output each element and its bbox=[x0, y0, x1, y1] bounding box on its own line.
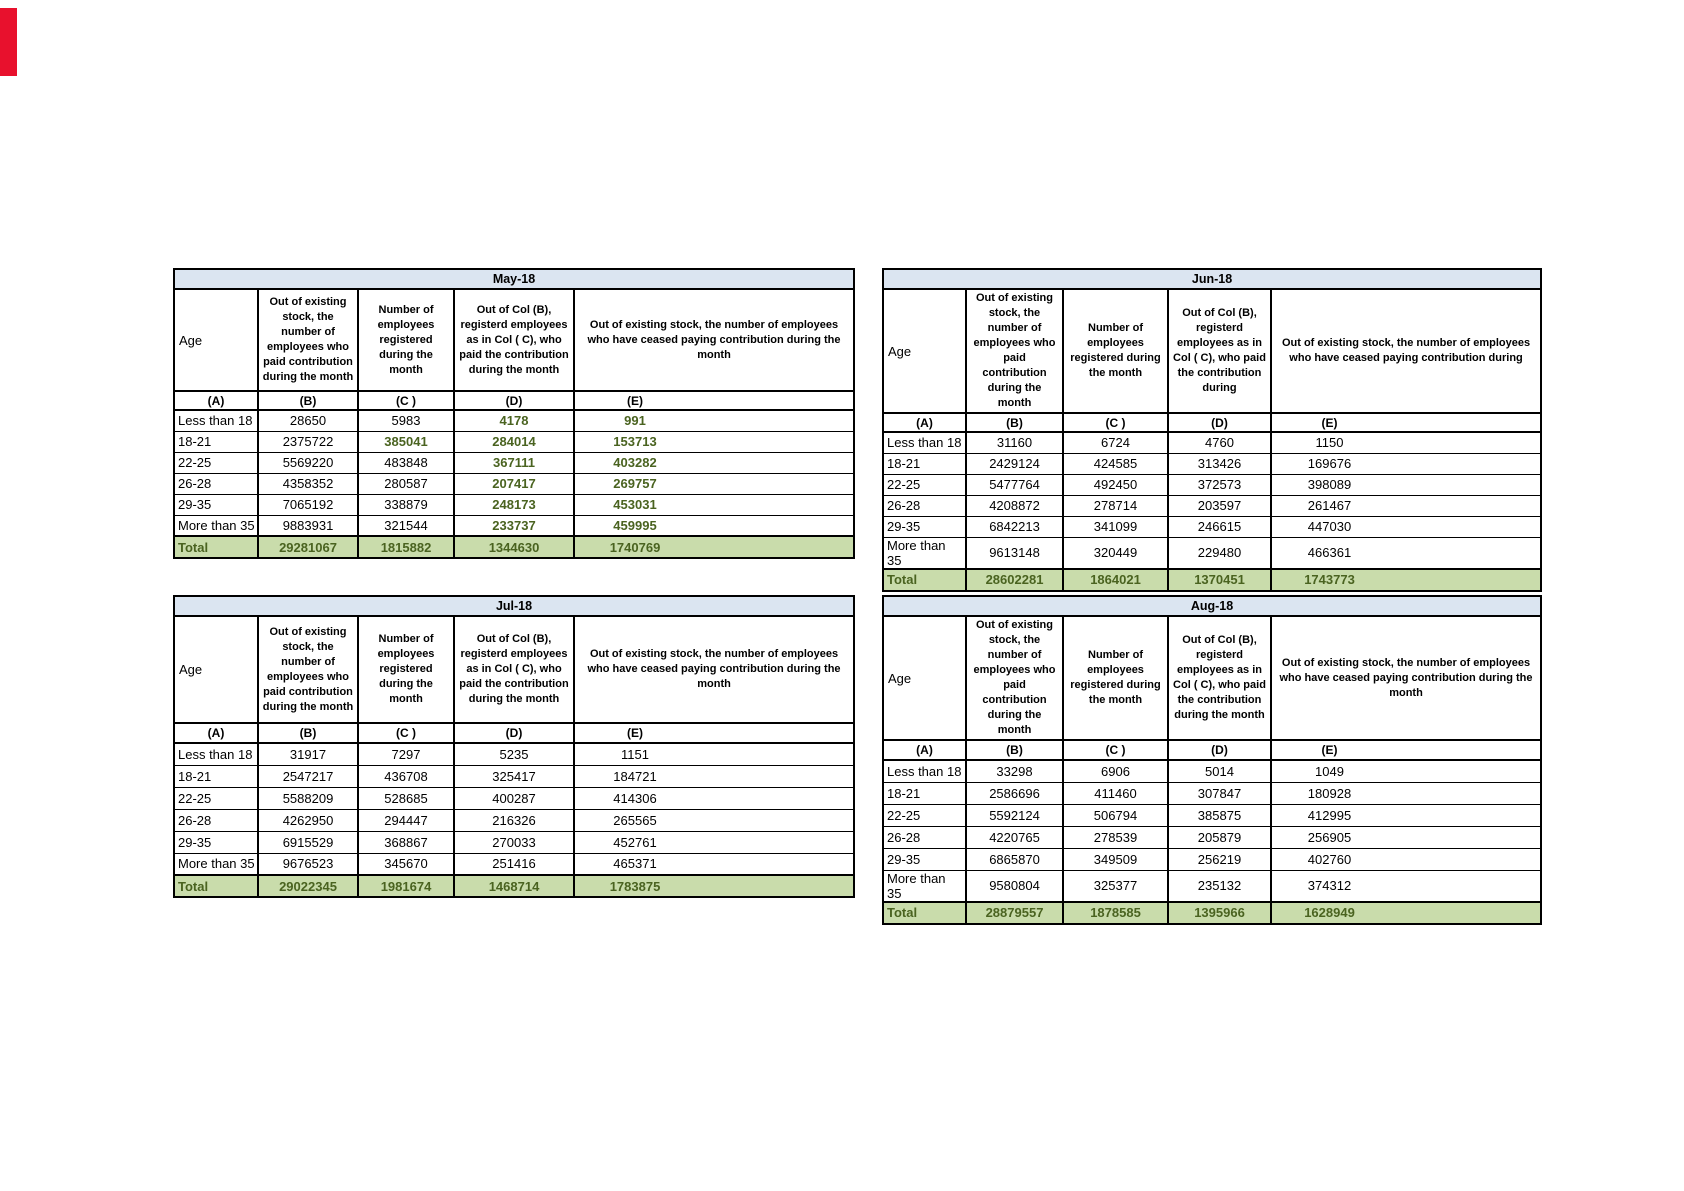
spacer-cell bbox=[695, 473, 854, 494]
value-cell: 9883931 bbox=[258, 515, 358, 536]
value-cell: 7297 bbox=[358, 743, 454, 765]
column-header-row bbox=[174, 616, 854, 723]
column-header-c: Number of employees registered during the month bbox=[1063, 616, 1168, 740]
value-cell: 278714 bbox=[1063, 495, 1168, 516]
letter-cell: (B) bbox=[258, 723, 358, 743]
spacer-cell bbox=[1387, 902, 1541, 924]
month-row bbox=[174, 269, 854, 289]
age-cell: 18-21 bbox=[174, 765, 258, 787]
age-cell: 26-28 bbox=[174, 473, 258, 494]
spacer-cell bbox=[695, 515, 854, 536]
column-header-b: Out of existing stock, the number of employees who paid contribution during the month bbox=[966, 289, 1063, 413]
age-cell: 18-21 bbox=[883, 453, 966, 474]
value-cell: 270033 bbox=[454, 831, 574, 853]
age-column-header: Age bbox=[174, 616, 258, 723]
value-cell: 2547217 bbox=[258, 765, 358, 787]
value-cell: 251416 bbox=[454, 853, 574, 875]
value-cell: 5235 bbox=[454, 743, 574, 765]
value-cell: 436708 bbox=[358, 765, 454, 787]
spacer-cell bbox=[1387, 870, 1541, 902]
total-row bbox=[174, 875, 854, 897]
total-value-cell: 1344630 bbox=[454, 536, 574, 558]
month-row bbox=[174, 596, 854, 616]
value-cell: 9613148 bbox=[966, 537, 1063, 569]
column-header-c: Number of employees registered during the month bbox=[1063, 289, 1168, 413]
total-row bbox=[883, 569, 1541, 591]
month-title: Jun-18 bbox=[883, 269, 1541, 289]
value-cell: 412995 bbox=[1271, 804, 1387, 826]
age-cell: 18-21 bbox=[174, 431, 258, 452]
column-header-b: Out of existing stock, the number of employees who paid contribution during the month bbox=[258, 289, 358, 391]
value-cell: 28650 bbox=[258, 410, 358, 431]
value-cell: 338879 bbox=[358, 494, 454, 515]
value-cell: 447030 bbox=[1271, 516, 1387, 537]
total-row bbox=[174, 536, 854, 558]
letter-cell: (C ) bbox=[1063, 740, 1168, 760]
value-cell: 991 bbox=[574, 410, 695, 431]
value-cell: 280587 bbox=[358, 473, 454, 494]
value-cell: 284014 bbox=[454, 431, 574, 452]
age-cell: 29-35 bbox=[174, 831, 258, 853]
letter-cell: (B) bbox=[258, 391, 358, 410]
data-row bbox=[174, 809, 854, 831]
age-cell: More than 35 bbox=[174, 515, 258, 536]
value-cell: 385875 bbox=[1168, 804, 1271, 826]
value-cell: 374312 bbox=[1271, 870, 1387, 902]
value-cell: 278539 bbox=[1063, 826, 1168, 848]
spacer-cell bbox=[1387, 804, 1541, 826]
column-header-row bbox=[883, 289, 1541, 413]
spacer-cell bbox=[1387, 826, 1541, 848]
value-cell: 261467 bbox=[1271, 495, 1387, 516]
letter-cell: (A) bbox=[883, 413, 966, 432]
age-column-header: Age bbox=[883, 616, 966, 740]
value-cell: 205879 bbox=[1168, 826, 1271, 848]
total-value-cell: 1743773 bbox=[1271, 569, 1387, 591]
value-cell: 248173 bbox=[454, 494, 574, 515]
total-value-cell: 28602281 bbox=[966, 569, 1063, 591]
month-row bbox=[883, 269, 1541, 289]
data-row bbox=[174, 494, 854, 515]
letter-row bbox=[174, 391, 854, 410]
value-cell: 402760 bbox=[1271, 848, 1387, 870]
spacer-cell bbox=[695, 743, 854, 765]
spacer-cell bbox=[1387, 413, 1541, 432]
value-cell: 398089 bbox=[1271, 474, 1387, 495]
value-cell: 6906 bbox=[1063, 760, 1168, 782]
value-cell: 325417 bbox=[454, 765, 574, 787]
value-cell: 7065192 bbox=[258, 494, 358, 515]
letter-cell: (A) bbox=[883, 740, 966, 760]
total-value-cell: 29022345 bbox=[258, 875, 358, 897]
spacer-cell bbox=[695, 391, 854, 410]
age-cell: Less than 18 bbox=[174, 410, 258, 431]
value-cell: 235132 bbox=[1168, 870, 1271, 902]
letter-cell: (B) bbox=[966, 740, 1063, 760]
letter-cell: (D) bbox=[1168, 740, 1271, 760]
value-cell: 403282 bbox=[574, 452, 695, 473]
value-cell: 4358352 bbox=[258, 473, 358, 494]
table-jul-18 bbox=[173, 595, 855, 898]
letter-cell: (E) bbox=[1271, 413, 1387, 432]
total-value-cell: 1783875 bbox=[574, 875, 695, 897]
total-label-cell: Total bbox=[174, 875, 258, 897]
spacer-cell bbox=[695, 853, 854, 875]
value-cell: 6842213 bbox=[966, 516, 1063, 537]
value-cell: 2429124 bbox=[966, 453, 1063, 474]
data-row bbox=[883, 537, 1541, 569]
data-row bbox=[883, 432, 1541, 453]
age-cell: Less than 18 bbox=[883, 760, 966, 782]
value-cell: 414306 bbox=[574, 787, 695, 809]
column-header-d: Out of Col (B), registerd employees as in Col ( C), who paid the contribution during bbox=[1168, 289, 1271, 413]
spacer-cell bbox=[1387, 569, 1541, 591]
letter-cell: (E) bbox=[1271, 740, 1387, 760]
age-cell: 26-28 bbox=[883, 495, 966, 516]
data-row bbox=[174, 831, 854, 853]
value-cell: 4178 bbox=[454, 410, 574, 431]
column-header-e: Out of existing stock, the number of employees who have ceased paying contribution during the month bbox=[1271, 616, 1541, 740]
value-cell: 5588209 bbox=[258, 787, 358, 809]
value-cell: 31160 bbox=[966, 432, 1063, 453]
age-cell: 29-35 bbox=[883, 848, 966, 870]
age-cell: 29-35 bbox=[883, 516, 966, 537]
data-row bbox=[883, 804, 1541, 826]
value-cell: 325377 bbox=[1063, 870, 1168, 902]
data-row bbox=[174, 743, 854, 765]
spacer-cell bbox=[695, 809, 854, 831]
value-cell: 9676523 bbox=[258, 853, 358, 875]
spacer-cell bbox=[1387, 740, 1541, 760]
total-value-cell: 1878585 bbox=[1063, 902, 1168, 924]
value-cell: 466361 bbox=[1271, 537, 1387, 569]
age-cell: 22-25 bbox=[883, 804, 966, 826]
value-cell: 184721 bbox=[574, 765, 695, 787]
value-cell: 6865870 bbox=[966, 848, 1063, 870]
spacer-cell bbox=[695, 452, 854, 473]
value-cell: 5592124 bbox=[966, 804, 1063, 826]
letter-row bbox=[174, 723, 854, 743]
data-row bbox=[883, 760, 1541, 782]
spacer-cell bbox=[695, 787, 854, 809]
value-cell: 492450 bbox=[1063, 474, 1168, 495]
age-cell: 22-25 bbox=[174, 787, 258, 809]
value-cell: 6915529 bbox=[258, 831, 358, 853]
value-cell: 313426 bbox=[1168, 453, 1271, 474]
total-value-cell: 1981674 bbox=[358, 875, 454, 897]
value-cell: 483848 bbox=[358, 452, 454, 473]
total-value-cell: 1864021 bbox=[1063, 569, 1168, 591]
table-jun-18 bbox=[882, 268, 1542, 592]
spacer-cell bbox=[1387, 453, 1541, 474]
table-may-18 bbox=[173, 268, 855, 559]
column-header-d: Out of Col (B), registerd employees as in Col ( C), who paid the contribution during the month bbox=[454, 289, 574, 391]
spacer-cell bbox=[695, 831, 854, 853]
value-cell: 31917 bbox=[258, 743, 358, 765]
value-cell: 452761 bbox=[574, 831, 695, 853]
column-header-b: Out of existing stock, the number of employees who paid contribution during the month bbox=[258, 616, 358, 723]
value-cell: 400287 bbox=[454, 787, 574, 809]
data-row bbox=[174, 515, 854, 536]
value-cell: 411460 bbox=[1063, 782, 1168, 804]
value-cell: 345670 bbox=[358, 853, 454, 875]
value-cell: 4208872 bbox=[966, 495, 1063, 516]
value-cell: 2375722 bbox=[258, 431, 358, 452]
spacer-cell bbox=[1387, 537, 1541, 569]
age-cell: Less than 18 bbox=[883, 432, 966, 453]
total-value-cell: 1628949 bbox=[1271, 902, 1387, 924]
spacer-cell bbox=[1387, 474, 1541, 495]
value-cell: 5477764 bbox=[966, 474, 1063, 495]
value-cell: 294447 bbox=[358, 809, 454, 831]
value-cell: 229480 bbox=[1168, 537, 1271, 569]
value-cell: 5569220 bbox=[258, 452, 358, 473]
data-row bbox=[174, 452, 854, 473]
total-value-cell: 1815882 bbox=[358, 536, 454, 558]
value-cell: 265565 bbox=[574, 809, 695, 831]
value-cell: 367111 bbox=[454, 452, 574, 473]
letter-cell: (A) bbox=[174, 391, 258, 410]
month-title: Aug-18 bbox=[883, 596, 1541, 616]
data-row bbox=[883, 516, 1541, 537]
value-cell: 459995 bbox=[574, 515, 695, 536]
age-cell: 22-25 bbox=[174, 452, 258, 473]
column-header-row bbox=[174, 289, 854, 391]
spacer-cell bbox=[1387, 782, 1541, 804]
total-value-cell: 28879557 bbox=[966, 902, 1063, 924]
value-cell: 6724 bbox=[1063, 432, 1168, 453]
value-cell: 321544 bbox=[358, 515, 454, 536]
value-cell: 368867 bbox=[358, 831, 454, 853]
data-row bbox=[883, 782, 1541, 804]
letter-cell: (D) bbox=[454, 391, 574, 410]
age-column-header: Age bbox=[174, 289, 258, 391]
value-cell: 33298 bbox=[966, 760, 1063, 782]
total-value-cell: 1740769 bbox=[574, 536, 695, 558]
column-header-e: Out of existing stock, the number of employees who have ceased paying contribution during bbox=[1271, 289, 1541, 413]
spacer-cell bbox=[1387, 495, 1541, 516]
letter-cell: (E) bbox=[574, 723, 695, 743]
value-cell: 465371 bbox=[574, 853, 695, 875]
spacer-cell bbox=[695, 765, 854, 787]
month-title: Jul-18 bbox=[174, 596, 854, 616]
age-cell: More than 35 bbox=[883, 870, 966, 902]
data-row bbox=[883, 870, 1541, 902]
age-column-header: Age bbox=[883, 289, 966, 413]
letter-cell: (C ) bbox=[358, 723, 454, 743]
value-cell: 2586696 bbox=[966, 782, 1063, 804]
total-value-cell: 29281067 bbox=[258, 536, 358, 558]
spacer-cell bbox=[695, 536, 854, 558]
value-cell: 4760 bbox=[1168, 432, 1271, 453]
data-row bbox=[883, 453, 1541, 474]
data-row bbox=[174, 765, 854, 787]
value-cell: 246615 bbox=[1168, 516, 1271, 537]
value-cell: 4262950 bbox=[258, 809, 358, 831]
value-cell: 372573 bbox=[1168, 474, 1271, 495]
letter-cell: (E) bbox=[574, 391, 695, 410]
total-value-cell: 1468714 bbox=[454, 875, 574, 897]
column-header-d: Out of Col (B), registerd employees as in Col ( C), who paid the contribution during the month bbox=[454, 616, 574, 723]
value-cell: 207417 bbox=[454, 473, 574, 494]
spacer-cell bbox=[1387, 760, 1541, 782]
value-cell: 349509 bbox=[1063, 848, 1168, 870]
value-cell: 320449 bbox=[1063, 537, 1168, 569]
total-row bbox=[883, 902, 1541, 924]
value-cell: 153713 bbox=[574, 431, 695, 452]
data-row bbox=[174, 853, 854, 875]
column-header-e: Out of existing stock, the number of employees who have ceased paying contribution during the month bbox=[574, 616, 854, 723]
age-cell: Less than 18 bbox=[174, 743, 258, 765]
red-strip-marker bbox=[0, 8, 17, 76]
total-label-cell: Total bbox=[883, 902, 966, 924]
spacer-cell bbox=[695, 410, 854, 431]
value-cell: 528685 bbox=[358, 787, 454, 809]
value-cell: 453031 bbox=[574, 494, 695, 515]
value-cell: 307847 bbox=[1168, 782, 1271, 804]
column-header-e: Out of existing stock, the number of employees who have ceased paying contribution during the month bbox=[574, 289, 854, 391]
letter-cell: (C ) bbox=[358, 391, 454, 410]
data-row bbox=[174, 410, 854, 431]
age-cell: 29-35 bbox=[174, 494, 258, 515]
value-cell: 203597 bbox=[1168, 495, 1271, 516]
data-row bbox=[174, 787, 854, 809]
value-cell: 1150 bbox=[1271, 432, 1387, 453]
letter-cell: (D) bbox=[454, 723, 574, 743]
value-cell: 385041 bbox=[358, 431, 454, 452]
value-cell: 256219 bbox=[1168, 848, 1271, 870]
total-value-cell: 1370451 bbox=[1168, 569, 1271, 591]
value-cell: 341099 bbox=[1063, 516, 1168, 537]
spacer-cell bbox=[1387, 848, 1541, 870]
column-header-c: Number of employees registered during the month bbox=[358, 289, 454, 391]
value-cell: 169676 bbox=[1271, 453, 1387, 474]
data-row bbox=[883, 495, 1541, 516]
total-label-cell: Total bbox=[883, 569, 966, 591]
value-cell: 216326 bbox=[454, 809, 574, 831]
value-cell: 9580804 bbox=[966, 870, 1063, 902]
data-row bbox=[883, 826, 1541, 848]
spacer-cell bbox=[695, 494, 854, 515]
spacer-cell bbox=[695, 875, 854, 897]
value-cell: 424585 bbox=[1063, 453, 1168, 474]
age-cell: 26-28 bbox=[174, 809, 258, 831]
value-cell: 1151 bbox=[574, 743, 695, 765]
value-cell: 5983 bbox=[358, 410, 454, 431]
data-row bbox=[174, 473, 854, 494]
spacer-cell bbox=[695, 431, 854, 452]
age-cell: 18-21 bbox=[883, 782, 966, 804]
age-cell: 26-28 bbox=[883, 826, 966, 848]
letter-cell: (D) bbox=[1168, 413, 1271, 432]
month-row bbox=[883, 596, 1541, 616]
value-cell: 1049 bbox=[1271, 760, 1387, 782]
age-cell: 22-25 bbox=[883, 474, 966, 495]
value-cell: 180928 bbox=[1271, 782, 1387, 804]
age-cell: More than 35 bbox=[174, 853, 258, 875]
data-row bbox=[174, 431, 854, 452]
letter-cell: (A) bbox=[174, 723, 258, 743]
month-title: May-18 bbox=[174, 269, 854, 289]
age-cell: More than 35 bbox=[883, 537, 966, 569]
value-cell: 256905 bbox=[1271, 826, 1387, 848]
value-cell: 4220765 bbox=[966, 826, 1063, 848]
letter-cell: (C ) bbox=[1063, 413, 1168, 432]
spacer-cell bbox=[1387, 516, 1541, 537]
letter-row bbox=[883, 740, 1541, 760]
value-cell: 269757 bbox=[574, 473, 695, 494]
total-label-cell: Total bbox=[174, 536, 258, 558]
value-cell: 506794 bbox=[1063, 804, 1168, 826]
letter-cell: (B) bbox=[966, 413, 1063, 432]
table-aug-18 bbox=[882, 595, 1542, 925]
column-header-d: Out of Col (B), registerd employees as in Col ( C), who paid the contribution during the month bbox=[1168, 616, 1271, 740]
spacer-cell bbox=[1387, 432, 1541, 453]
value-cell: 5014 bbox=[1168, 760, 1271, 782]
data-row bbox=[883, 474, 1541, 495]
value-cell: 233737 bbox=[454, 515, 574, 536]
spacer-cell bbox=[695, 723, 854, 743]
letter-row bbox=[883, 413, 1541, 432]
data-row bbox=[883, 848, 1541, 870]
column-header-row bbox=[883, 616, 1541, 740]
column-header-b: Out of existing stock, the number of employees who paid contribution during the month bbox=[966, 616, 1063, 740]
column-header-c: Number of employees registered during the month bbox=[358, 616, 454, 723]
total-value-cell: 1395966 bbox=[1168, 902, 1271, 924]
